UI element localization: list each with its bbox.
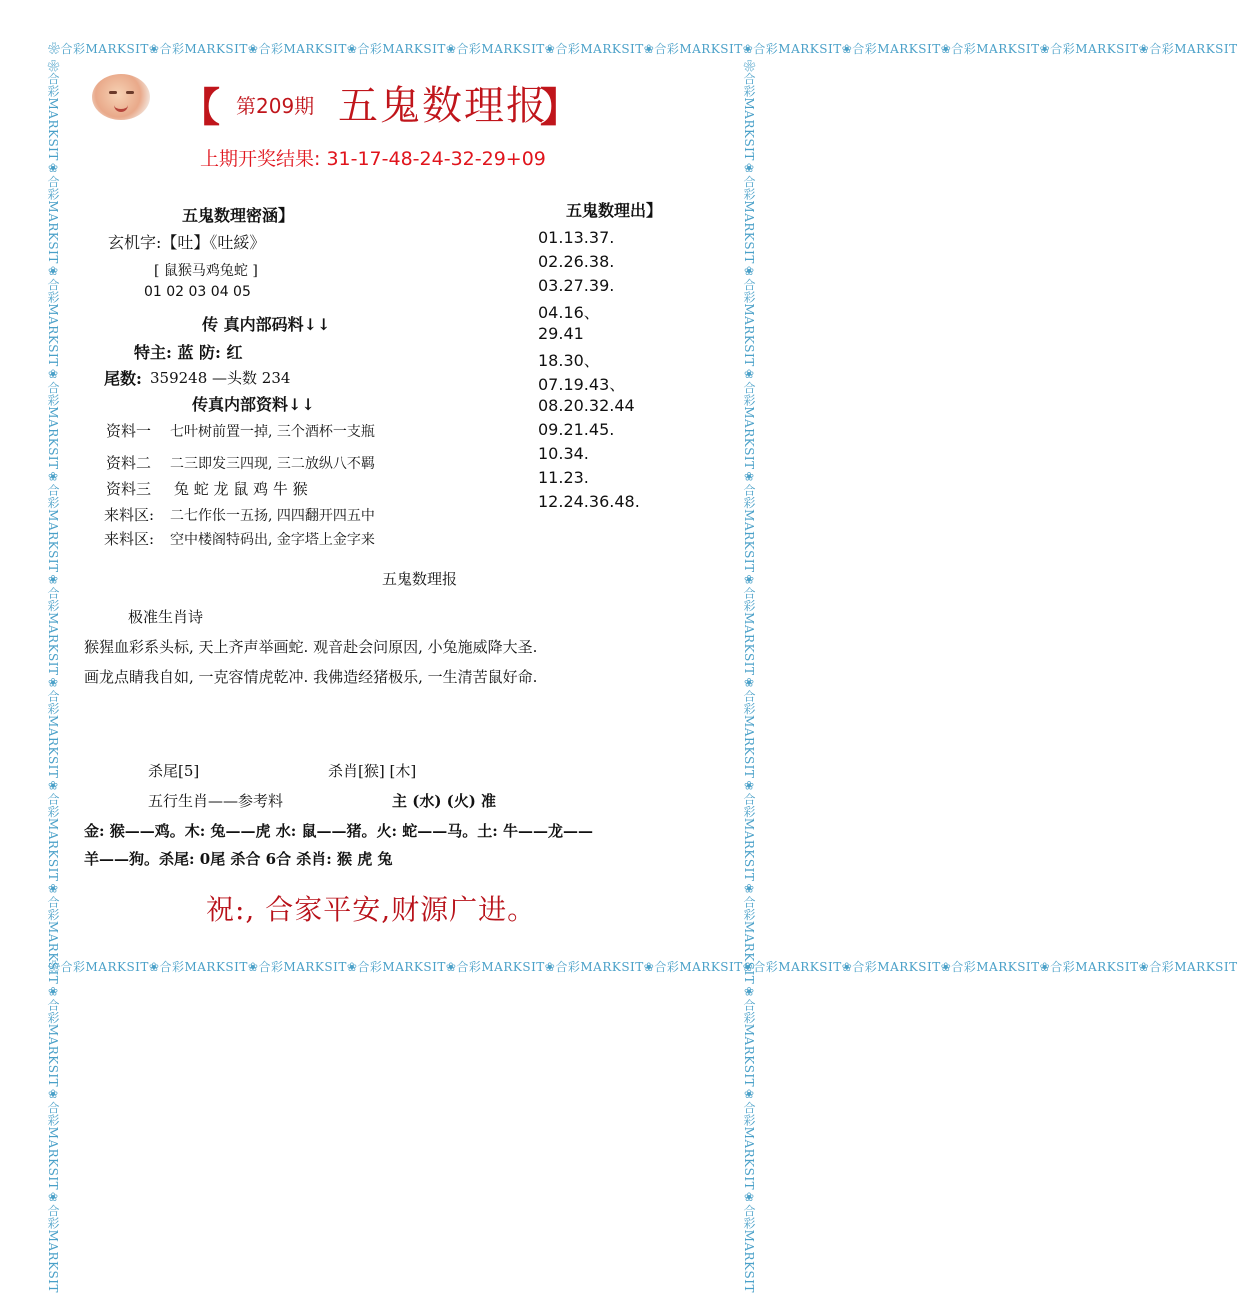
special-color: 特主: 蓝 防: 红 <box>134 343 243 362</box>
mystic-word: 玄机字:【吐】《吐綏》 <box>108 233 266 252</box>
info-text: 兔 蛇 龙 鼠 鸡 牛 猴 <box>174 480 308 498</box>
info-label: 资料三 <box>106 480 152 498</box>
info-text: 二三即发三四现, 三二放纵八不羁 <box>170 456 375 472</box>
list-item: 04.16、 <box>538 303 600 322</box>
avatar-face-image <box>92 74 150 120</box>
zodiac-group: [ 鼠猴马鸡兔蛇 ] <box>154 263 258 279</box>
tail-label: 尾数: <box>104 369 142 388</box>
info-label: 资料二 <box>106 454 152 472</box>
tail-value: 359248 —头数 234 <box>150 369 291 387</box>
elements-line-1: 金: 猴——鸡。木: 兔——虎 水: 鼠——猪。火: 蛇——马。土: 牛——龙—— <box>84 822 594 840</box>
five-elements-label: 五行生肖——参考料 <box>148 792 284 810</box>
info-text: 空中楼阁特码出, 金字塔上金字来 <box>170 532 375 548</box>
fax-heading-2: 传真内部资料↓↓ <box>192 395 315 414</box>
right-heading: 五鬼数理出】 <box>566 201 663 220</box>
info-text: 七叶树前置一掉, 三个酒杯一支瓶 <box>170 424 375 440</box>
list-item: 09.21.45. <box>538 420 615 439</box>
border-bottom-pattern: ❀合彩MARKSIT❀合彩MARKSIT❀合彩MARKSIT❀合彩MARKSIT❀合彩MARKSIT❀合彩MARKSIT❀合彩MARKSIT❀合彩MARKSIT❀合彩MARKSIT❀合彩MARKSIT❀合彩MARKSIT❀合彩MARKSIT <box>48 960 1238 974</box>
border-right-pattern: ❀合彩MARKSIT❀合彩MARKSIT❀合彩MARKSIT❀合彩MARKSIT❀合彩MARKSIT❀合彩MARKSIT❀合彩MARKSIT❀合彩MARKSIT❀合彩MARKSIT❀合彩MARKSIT❀合彩MARKSIT❀合彩MARKSIT <box>742 60 756 1293</box>
elements-line-2: 羊——狗。杀尾: 0尾 杀合 6合 杀肖: 猴 虎 兔 <box>84 850 393 868</box>
left-heading: 五鬼数理密涵】 <box>182 206 295 225</box>
list-item: 29.41 <box>538 324 584 343</box>
list-item: 10.34. <box>538 444 589 463</box>
info-label: 资料一 <box>106 422 152 440</box>
issue-number: 第209期 <box>236 94 315 118</box>
poem-heading: 极准生肖诗 <box>128 608 204 626</box>
face-mouth-icon <box>114 104 128 112</box>
poem-line-2: 画龙点睛我自如, 一克容情虎乾冲. 我佛造经猪极乐, 一生清苦鼠好命. <box>84 668 538 686</box>
main-elements: 主 (水) (火) 准 <box>392 792 497 810</box>
kill-zodiac: 杀肖[猴] [木] <box>328 762 417 780</box>
list-item: 01.13.37. <box>538 228 615 247</box>
page-title: 五鬼数理报 <box>338 83 548 129</box>
numbers-row: 01 02 03 04 05 <box>144 284 251 300</box>
last-result: 上期开奖结果: 31-17-48-24-32-29+09 <box>200 148 546 170</box>
border-left-pattern: ❀合彩MARKSIT❀合彩MARKSIT❀合彩MARKSIT❀合彩MARKSIT❀合彩MARKSIT❀合彩MARKSIT❀合彩MARKSIT❀合彩MARKSIT❀合彩MARKSIT❀合彩MARKSIT❀合彩MARKSIT❀合彩MARKSIT <box>46 60 60 1293</box>
face-eye-icon <box>109 91 117 94</box>
poem-line-1: 猴猩血彩系头标, 天上齐声举画蛇. 观音赴会问原因, 小兔施威降大圣. <box>84 638 538 656</box>
title-bracket-right: 】 <box>540 85 580 131</box>
title-bracket-left: 【 <box>180 85 220 131</box>
info-label: 来料区: <box>104 530 155 548</box>
blessing: 祝:, 合家平安,财源广进。 <box>206 893 537 926</box>
border-top-pattern: ❀合彩MARKSIT❀合彩MARKSIT❀合彩MARKSIT❀合彩MARKSIT❀合彩MARKSIT❀合彩MARKSIT❀合彩MARKSIT❀合彩MARKSIT❀合彩MARKSIT❀合彩MARKSIT❀合彩MARKSIT❀合彩MARKSIT <box>48 42 1238 56</box>
info-text: 二七作伥一五扬, 四四翻开四五中 <box>170 508 375 524</box>
kill-tail: 杀尾[5] <box>148 762 200 780</box>
list-item: 07.19.43、 <box>538 375 626 394</box>
list-item: 18.30、 <box>538 351 600 370</box>
list-item: 12.24.36.48. <box>538 492 640 511</box>
info-label: 来料区: <box>104 506 155 524</box>
section-title: 五鬼数理报 <box>382 570 458 588</box>
list-item: 02.26.38. <box>538 252 615 271</box>
list-item: 11.23. <box>538 468 589 487</box>
fax-heading-1: 传 真内部码料↓↓ <box>202 315 331 334</box>
list-item: 08.20.32.44 <box>538 396 635 415</box>
face-eye-icon <box>126 91 134 94</box>
number-list <box>538 228 640 516</box>
list-item: 03.27.39. <box>538 276 615 295</box>
